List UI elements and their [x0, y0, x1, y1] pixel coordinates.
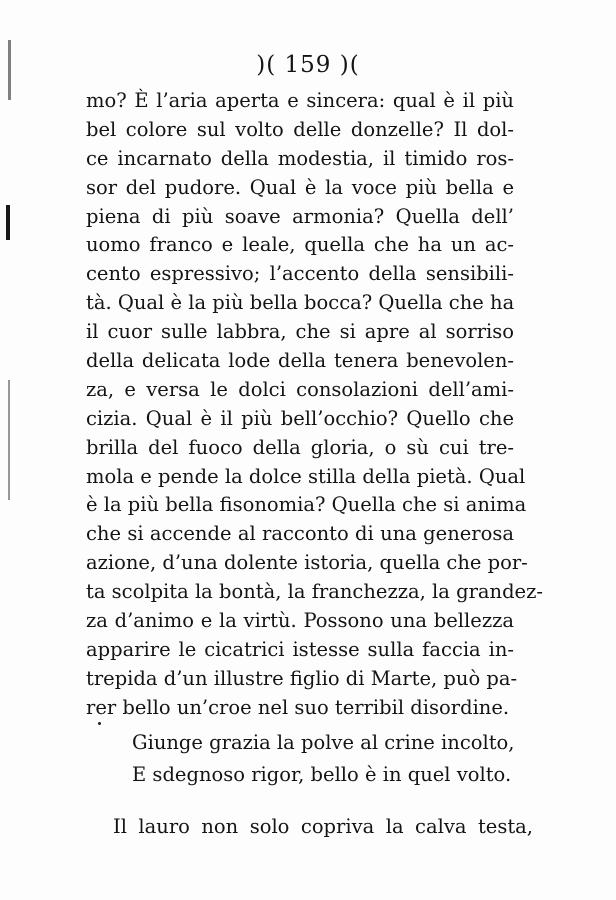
text-line: sor del pudore. Qual è la voce più bella e — [86, 175, 514, 199]
text-line: il cuor sulle labbra, che si apre al sorriso — [86, 320, 514, 344]
text-line: za d’animo e la virtù. Possono una bellezza — [86, 609, 514, 633]
ink-speck — [98, 722, 101, 725]
main-paragraph — [86, 87, 543, 723]
text-line: è la più bella fisonomia? Quella che si anima — [86, 493, 527, 517]
text-line: mo? È l’aria aperta e sincera: qual è il più — [86, 89, 514, 112]
page-number-header: )( 159 )( — [256, 52, 360, 78]
text-line: che si accende al racconto di una generosa — [86, 522, 514, 546]
text-line: cento espressivo; l’accento della sensibili- — [86, 262, 514, 286]
text-line: bel colore sul volto delle donzelle? Il dol- — [86, 117, 514, 141]
binding-shadow-mark — [6, 205, 10, 240]
text-line: cizia. Qual è il più bell’occhio? Quello che — [86, 406, 514, 430]
text-line: trepida d’un illustre figlio di Marte, può pa- — [86, 666, 518, 690]
text-line: tà. Qual è la più bella bocca? Quella che ha — [86, 291, 515, 315]
text-line: brilla del fuoco della gloria, o sù cui tre- — [86, 435, 514, 459]
text-line: azione, d’una dolente istoria, quella che por- — [86, 551, 528, 575]
text-line: ta scolpita la bontà, la franchezza, la grandez- — [86, 580, 543, 604]
verse-line: E sdegnoso rigor, bello è in quel volto. — [132, 763, 512, 786]
text-line: ce incarnato della modestia, il timido ros- — [86, 146, 514, 170]
text-line: apparire le cicatrici istesse sulla faccia in- — [86, 637, 514, 661]
text-line: rer bello un’croe nel suo terribil disordine. — [86, 695, 510, 719]
binding-shadow-mark — [8, 380, 10, 500]
text-line: uomo franco e leale, quella che ha un ac- — [86, 233, 514, 257]
continuing-text-line: Il lauro non solo copriva la calva testa, — [113, 815, 533, 838]
text-line: piena di più soave armonia? Quella dell’ — [86, 204, 514, 228]
text-line: della delicata lode della tenera benevolen- — [86, 349, 514, 373]
verse-line: Giunge grazia la polve al crine incolto, — [132, 731, 515, 754]
verse-quotation — [132, 727, 532, 791]
text-line: za, e versa le dolci consolazioni dell’ami- — [86, 377, 514, 401]
text-line: mola e pende la dolce stilla della pietà. Qual — [86, 464, 526, 488]
